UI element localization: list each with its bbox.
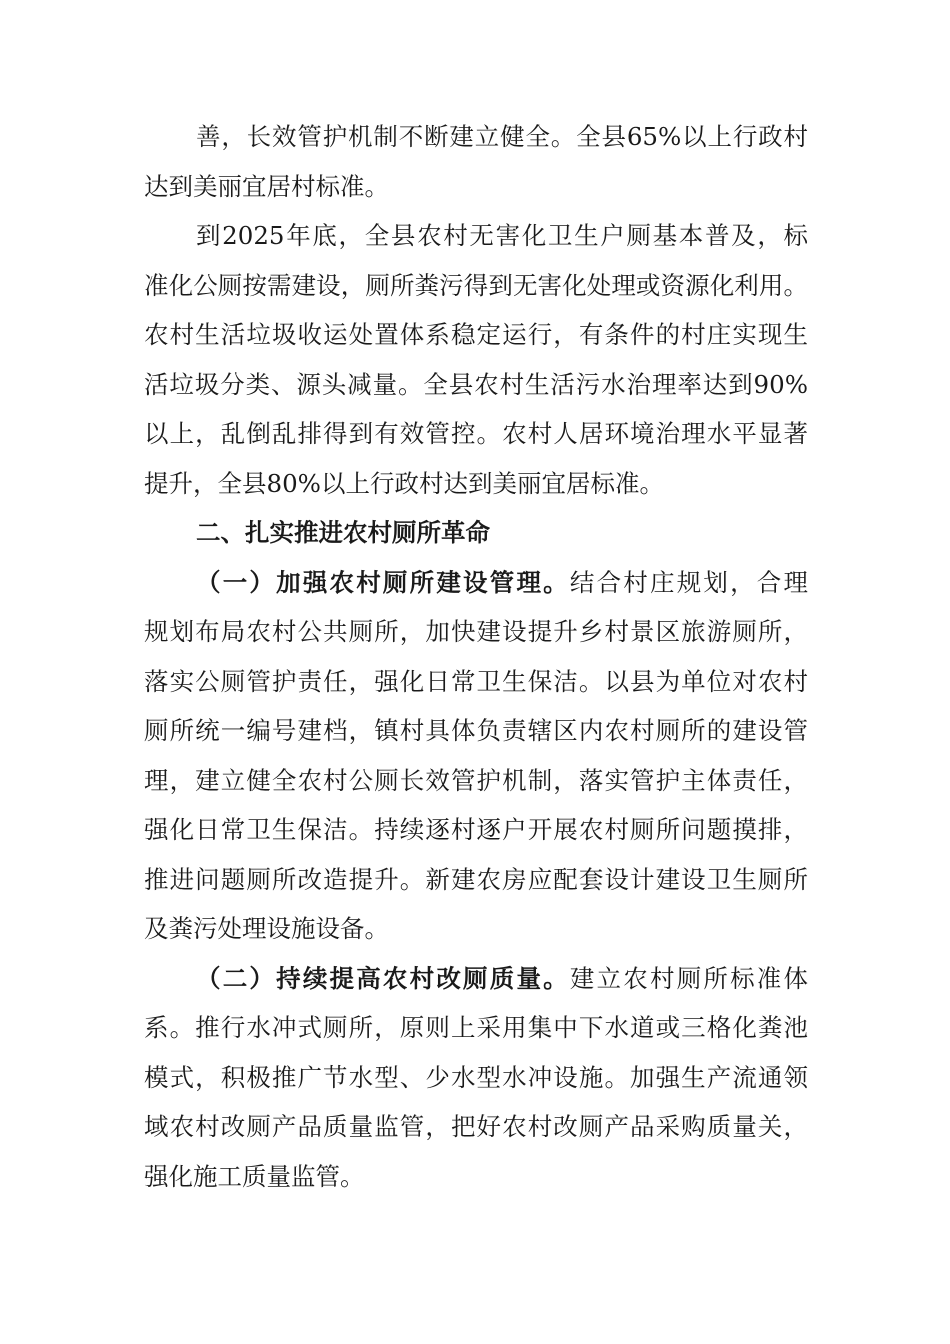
subsection-1-line-8: 及粪污处理设施设备。	[144, 914, 389, 943]
subsection-1-line-6: 强化日常卫生保洁。持续逐村逐户开展农村厕所问题摸排，	[144, 815, 808, 844]
subsection-2-first-text: 建立农村厕所标准体	[569, 963, 809, 993]
document-page	[144, 112, 808, 1201]
subsection-2-line-5: 强化施工质量监管。	[144, 1161, 365, 1191]
subsection-1-first-line	[144, 558, 808, 608]
subsection-1-heading: （一）加强农村厕所建设管理。	[196, 567, 570, 597]
subsection-1-line-2: 规划布局农村公共厕所，加快建设提升乡村景区旅游厕所，	[144, 617, 808, 646]
subsection-2-line-4: 域农村改厕产品质量监管，把好农村改厕产品采购质量关，	[144, 1112, 808, 1141]
subsection-1-first-text: 结合村庄规划，合理	[569, 567, 809, 597]
subsection-1-line-4: 厕所统一编号建档，镇村具体负责辖区内农村厕所的建设管	[144, 716, 808, 745]
subsection-1-line-3: 落实公厕管护责任，强化日常卫生保洁。以县为单位对农村	[144, 666, 808, 696]
paragraph-2-line-4: 活垃圾分类、源头减量。全县农村生活污水治理率达到90%	[144, 369, 808, 399]
paragraph-2-line-6: 提升，全县80%以上行政村达到美丽宜居标准。	[144, 468, 664, 498]
paragraph-1-line-1: 善，长效管护机制不断建立健全。全县65%以上行政村	[196, 122, 808, 151]
subsection-2-line-2: 系。推行水冲式厕所，原则上采用集中下水道或三格化粪池	[144, 1013, 808, 1042]
subsection-2-first-line	[144, 954, 808, 1004]
paragraph-2-line-3: 农村生活垃圾收运处置体系稳定运行，有条件的村庄实现生	[144, 320, 808, 349]
paragraph-1-line-2: 达到美丽宜居村标准。	[144, 171, 389, 201]
subsection-2-heading: （二）持续提高农村改厕质量。	[196, 963, 570, 993]
subsection-2-line-3: 模式，积极推广节水型、少水型水冲设施。加强生产流通领	[144, 1062, 808, 1092]
paragraph-2-line-2: 准化公厕按需建设，厕所粪污得到无害化处理或资源化利用。	[144, 270, 808, 300]
subsection-1-line-5: 理，建立健全农村公厕长效管护机制，落实管护主体责任，	[144, 765, 808, 795]
section-heading: 二、扎实推进农村厕所革命	[196, 518, 490, 547]
subsection-1-line-7: 推进问题厕所改造提升。新建农房应配套设计建设卫生厕所	[144, 864, 808, 894]
paragraph-2-line-5: 以上，乱倒乱排得到有效管控。农村人居环境治理水平显著	[144, 419, 808, 448]
paragraph-2-line-1: 到2025年底，全县农村无害化卫生户厕基本普及，标	[196, 221, 808, 250]
